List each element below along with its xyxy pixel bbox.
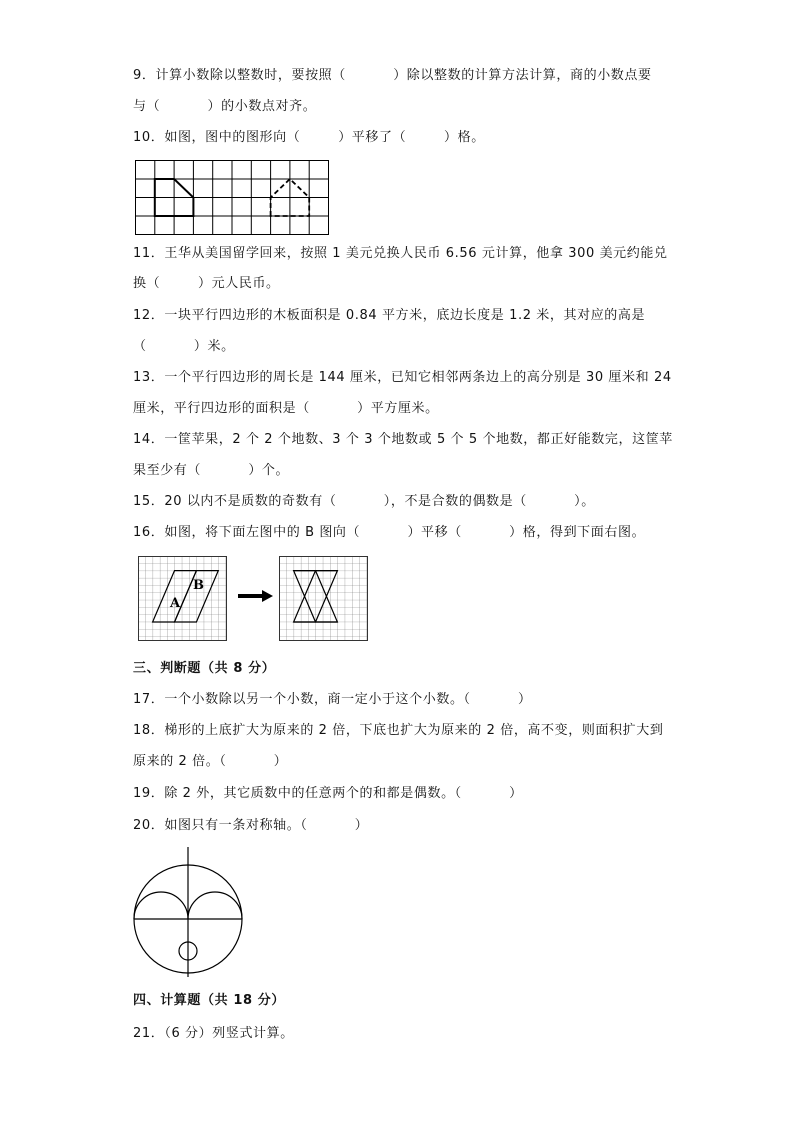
question-20-line-1: 20．如图只有一条对称轴。（ ）: [133, 818, 369, 833]
question-14-line-2: 果至少有（ ）个。: [133, 463, 290, 478]
question-10-line-1: 10．如图，图中的图形向（ ）平移了（ ）格。: [133, 130, 485, 145]
section-heading-judgment: 三、判断题（共 8 分）: [133, 661, 276, 676]
parallelogram-translation-figure: [138, 556, 372, 642]
question-21-line-1: 21．（6 分）列竖式计算。: [133, 1026, 294, 1041]
grid-lines: [135, 160, 329, 235]
question-11-line-2: 换（ ）元人民币。: [133, 276, 280, 291]
question-16-line-1: 16．如图，将下面左图中的 B 图向（ ）平移（ ）格，得到下面右图。: [133, 525, 646, 540]
question-14-line-1: 14．一筐苹果，2 个 2 个地数、3 个 3 个地数或 5 个 5 个地数，都正好能数完，这筐苹: [133, 432, 673, 447]
question-13-line-2: 厘米，平行四边形的面积是（ ）平方厘米。: [133, 401, 439, 416]
question-12-line-1: 12．一块平行四边形的木板面积是 0.84 平方米，底边长度是 1.2 米，其对应的高是: [133, 308, 646, 323]
question-9-line-2: 与（ ）的小数点对齐。: [133, 99, 317, 114]
question-13-line-1: 13．一个平行四边形的周长是 144 厘米，已知它相邻两条边上的高分别是 30 厘米和 24: [133, 370, 672, 385]
symmetry-circle-figure: [130, 845, 248, 979]
right-arrow-icon: [238, 590, 273, 602]
right-semicircle-arc: [188, 892, 242, 919]
left-semicircle-arc: [134, 892, 188, 919]
question-11-line-1: 11．王华从美国留学回来，按照 1 美元兑换人民币 6.56 元计算，他拿 300 美元约能兑: [133, 246, 668, 261]
translation-grid-figure: [135, 160, 331, 236]
question-17-line-1: 17．一个小数除以另一个小数，商一定小于这个小数。（ ）: [133, 692, 532, 707]
question-19-line-1: 19．除 2 外，其它质数中的任意两个的和都是偶数。（ ）: [133, 786, 523, 801]
question-12-line-2: （ ）米。: [133, 339, 235, 354]
question-18-line-1: 18．梯形的上底扩大为原来的 2 倍，下底也扩大为原来的 2 倍，高不变，则面积扩大到: [133, 723, 664, 738]
right-grid: [280, 557, 368, 641]
question-9-line-1: 9．计算小数除以整数时，要按照（ ）除以整数的计算方法计算，商的小数点要: [133, 68, 652, 83]
label-a: A: [170, 596, 181, 611]
question-18-line-2: 原来的 2 倍。（ ）: [133, 754, 288, 769]
section-heading-calculation: 四、计算题（共 18 分）: [133, 993, 285, 1008]
left-grid: [139, 557, 227, 641]
label-b: B: [193, 578, 204, 593]
question-15-line-1: 15．20 以内不是质数的奇数有（ ），不是合数的偶数是（ ）。: [133, 494, 595, 509]
